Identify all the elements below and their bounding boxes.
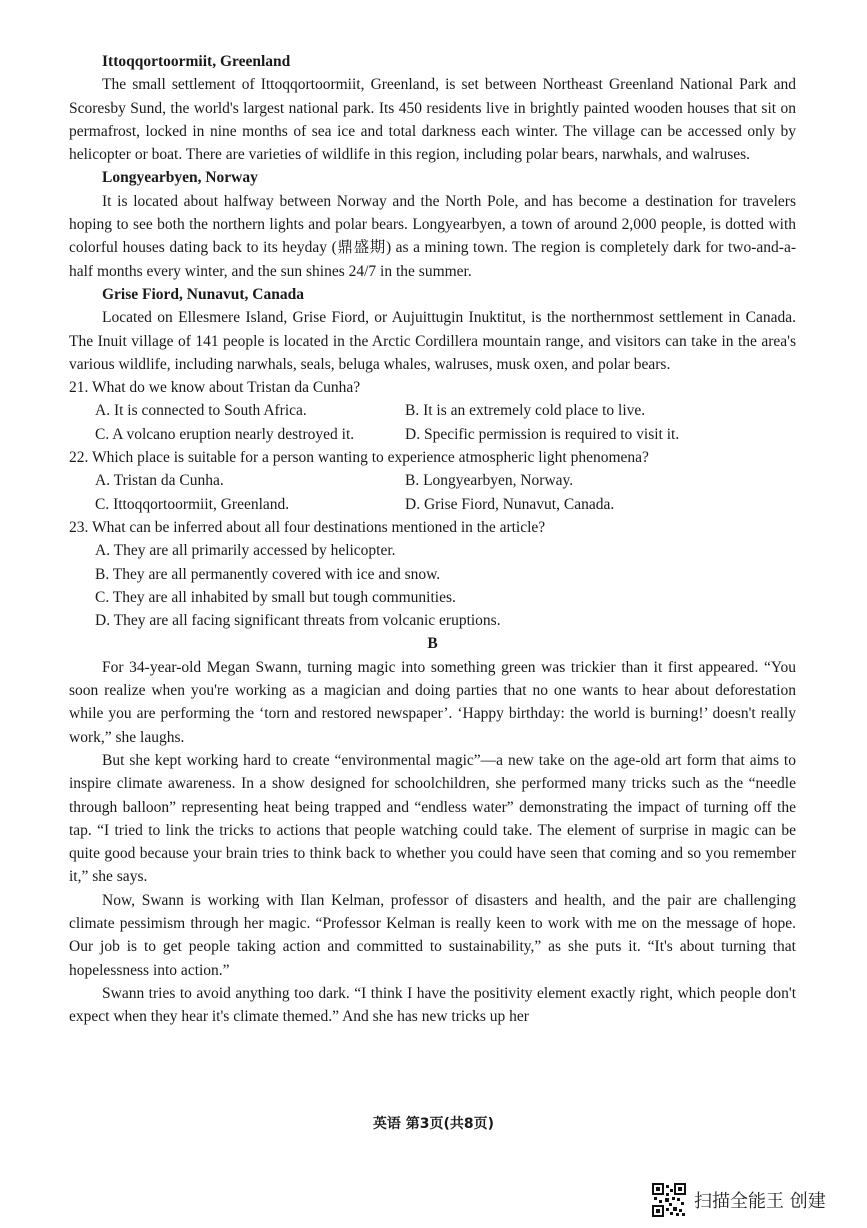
option-row — [69, 423, 796, 446]
option-a: A. Tristan da Cunha. — [95, 472, 224, 490]
section-heading: Longyearbyen, Norway — [102, 169, 258, 187]
page-footer: 英语 第3页(共8页) — [372, 1116, 495, 1132]
destination-section — [69, 166, 796, 282]
passage-b-label: B — [427, 635, 438, 653]
option-d: D. They are all facing significant threats from volcanic eruptions. — [95, 612, 501, 630]
option-c: C. They are all inhabited by small but tough communities. — [95, 588, 456, 606]
watermark-text: 扫描全能王 创建 — [694, 1191, 826, 1212]
section-paragraph: The small settlement of Ittoqqortoormiit, Greenland, is set between Northeast Greenland National Park and Scoresby Sund, the world's largest national park. Its 450 residents live in brightly painted wooden houses that sit on permafrost, locked in nine months of sea ice and total darkness each winter. The village can be accessed only by helicopter or boat. There are varieties of wildlife in this region, including polar bears, narwhals, and walruses. — [69, 76, 796, 164]
page-content — [69, 50, 796, 1028]
passage-b-paragraph: But she kept working hard to create “environmental magic”—a new take on the age-old art form that aims to inspire climate awareness. In a show designed for schoolchildren, she performed many tricks such as the “needle through balloon” representing heat being trapped and “endless water” demonstrating the impact of turning off the tap. “I tried to link the tricks to actions that people watching could take. The element of surprise in magic can be quite good because your brain tries to think back to whether you could have seen that coming and so you remember it,” she says. — [69, 751, 796, 886]
passage-b-paragraph: Swann tries to avoid anything too dark. “I think I have the positivity element exactly right, which people don't expect when they hear it's climate themed.” And she has new tricks up her — [69, 984, 796, 1026]
option-row — [69, 399, 796, 422]
section-heading: Grise Fiord, Nunavut, Canada — [102, 285, 304, 303]
section-paragraph: It is located about halfway between Norway and the North Pole, and has become a destination for travelers hoping to see both the northern lights and polar bears. Longyearbyen, a town of around 2,000 people, is dotted with colorful houses dating back to its heyday (鼎盛期) as a mining town. The region is completely dark for two-and-a-half months every winter, and the sun shines 24/7 in the summer. — [69, 192, 796, 280]
question-23 — [69, 516, 796, 632]
question-stem: 21. What do we know about Tristan da Cunha? — [69, 379, 361, 397]
option-a: A. It is connected to South Africa. — [95, 402, 307, 420]
option-b: B. It is an extremely cold place to live. — [405, 402, 646, 420]
option-d: D. Grise Fiord, Nunavut, Canada. — [405, 495, 615, 513]
option-row — [69, 469, 796, 492]
question-stem: 22. Which place is suitable for a person wanting to experience atmospheric light phenomena? — [69, 449, 649, 467]
qr-code-icon — [652, 1183, 686, 1217]
option-a: A. They are all primarily accessed by helicopter. — [95, 542, 396, 560]
destination-section — [69, 283, 796, 376]
option-b: B. Longyearbyen, Norway. — [405, 472, 574, 490]
question-stem: 23. What can be inferred about all four destinations mentioned in the article? — [69, 518, 546, 536]
option-c: C. Ittoqqortoormiit, Greenland. — [95, 495, 290, 513]
destination-section — [69, 50, 796, 166]
question-22 — [69, 446, 796, 516]
question-21 — [69, 376, 796, 446]
option-c: C. A volcano eruption nearly destroyed it. — [95, 425, 355, 443]
option-d: D. Specific permission is required to visit it. — [405, 425, 680, 443]
passage-b-paragraph: For 34-year-old Megan Swann, turning magic into something green was trickier than it first appeared. “You soon realize when you're working as a magician and doing parties that no one wants to hear about deforestation while you are performing the ‘torn and restored newspaper’. ‘Happy birthday: the world is burning!’ doesn't really work,” she laughs. — [69, 658, 796, 746]
option-b: B. They are all permanently covered with ice and snow. — [95, 565, 441, 583]
section-paragraph: Located on Ellesmere Island, Grise Fiord, or Aujuittugin Inuktitut, is the northernmost settlement in Canada. The Inuit village of 141 people is located in the Arctic Cordillera mountain range, and visitors can take in the area's various wildlife, including narwhals, seals, beluga whales, walruses, musk oxen, and polar bears. — [69, 309, 796, 373]
option-row — [69, 493, 796, 516]
scanner-watermark — [652, 1183, 826, 1217]
passage-b-paragraph: Now, Swann is working with Ilan Kelman, professor of disasters and health, and the pair are challenging climate pessimism through her magic. “Professor Kelman is really keen to work with me on the message of hope. Our job is to get people taking action and committed to sustainability,” as she puts it. “It's about turning that hopelessness into action.” — [69, 891, 796, 979]
section-heading: Ittoqqortoormiit, Greenland — [102, 53, 291, 70]
